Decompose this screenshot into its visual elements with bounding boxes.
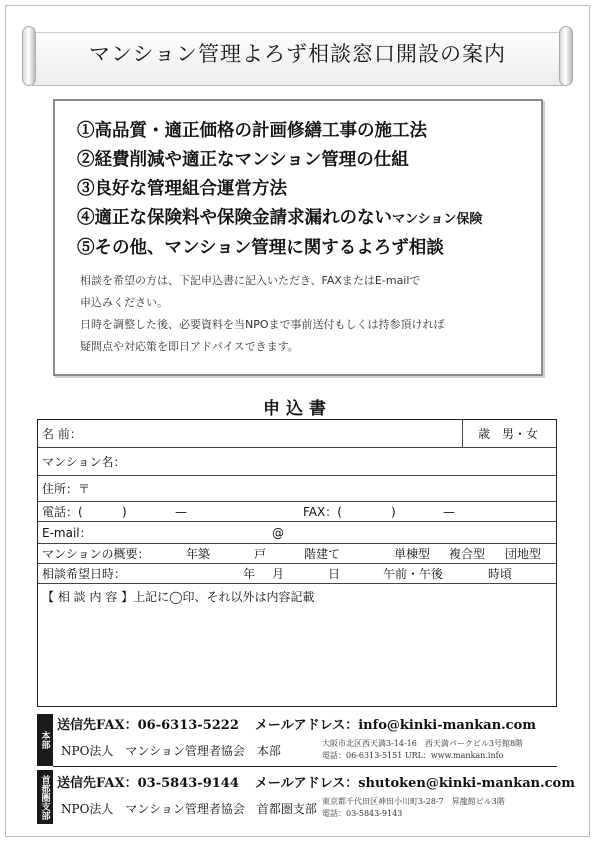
option-single-building[interactable]: 単棟型 xyxy=(394,547,431,561)
mansion-name-field[interactable] xyxy=(138,448,548,475)
instruction-line: 日時を調整した後、必要資料を当NPOまで事前送付もしくは持参頂ければ xyxy=(80,318,445,331)
honbu-address-block xyxy=(322,738,523,762)
service-item: ③良好な管理組合運営方法 xyxy=(77,179,287,199)
email-at: @ xyxy=(272,525,284,540)
phone-dash: — xyxy=(175,504,187,519)
footer-divider-wrap xyxy=(37,766,557,768)
shuto-contact-line xyxy=(57,772,575,791)
content-area[interactable] xyxy=(38,584,556,706)
shuto-org-name: NPO法人 マンション管理者協会 首都圏支部 xyxy=(61,802,317,816)
service-item: ②経費削減や適正なマンション管理の仕組 xyxy=(77,150,409,170)
date-label: 相談希望日時： xyxy=(42,567,127,581)
service-item: ⑤その他、マンション管理に関するよろず相談 xyxy=(77,238,444,258)
age-field[interactable] xyxy=(468,420,490,447)
service-info-box xyxy=(53,99,543,376)
gender-select[interactable]: 男・女 xyxy=(502,427,539,441)
name-row xyxy=(38,420,556,448)
name-label: 名 前： xyxy=(42,427,82,441)
fax-dash: — xyxy=(443,504,455,519)
date-hour[interactable]: 時頃 xyxy=(488,567,513,581)
shuto-address: 東京都千代田区神田小川町3-28-7 昇龍館ビル3階 xyxy=(322,797,505,806)
instruction-line: 相談を希望の方は、下記申込書に記入いただき、FAXまたはE-mailで xyxy=(80,274,421,287)
footer-divider xyxy=(53,766,557,767)
option-estate[interactable]: 団地型 xyxy=(505,547,542,561)
shuto-address-block xyxy=(322,796,505,820)
service-item: ④適正な保険料や保険金請求漏れのないマンション保険 xyxy=(77,208,483,228)
address-label: 住所：〒 xyxy=(42,482,91,496)
mansion-name-label: マンション名： xyxy=(42,455,126,469)
form-title: 申込書 xyxy=(263,399,332,419)
honbu-address: 大阪市北区西天満3-14-16 西天満パークビル3号館8階 xyxy=(322,739,524,748)
service-list xyxy=(77,117,482,263)
honbu-phone-url: 電話：06-6313-5151 URL：www.mankan.info xyxy=(322,751,504,760)
overview-built-year[interactable]: 年築 xyxy=(186,547,211,561)
email-row xyxy=(38,522,556,544)
mansion-name-row xyxy=(38,448,556,476)
shuto-phone: 電話：03-5843-9143 xyxy=(322,809,403,818)
honbu-label: 本部 xyxy=(37,714,53,766)
name-field[interactable] xyxy=(130,420,460,447)
date-day[interactable]: 日 xyxy=(328,567,341,581)
content-label: 【 相 談 内 容 】上記に◯印、それ以外は内容記載 xyxy=(42,590,315,604)
honbu-org-name: NPO法人 マンション管理者協会 本部 xyxy=(61,744,281,758)
age-label: 歳 xyxy=(477,427,490,441)
divider xyxy=(462,420,463,447)
date-ampm[interactable]: 午前・午後 xyxy=(383,567,444,581)
fax-field[interactable] xyxy=(358,502,548,521)
shuto-fax: 送信先FAX：03-5843-9144 xyxy=(57,776,239,791)
service-item: ①高品質・適正価格の計画修繕工事の施工法 xyxy=(77,121,427,141)
date-row xyxy=(38,564,556,584)
email-label: E-mail： xyxy=(42,526,92,540)
overview-floors[interactable]: 階建て xyxy=(304,547,341,561)
phone-label: 電話：( xyxy=(42,505,83,519)
shuto-email[interactable]: メールアドレス：shutoken@kinki-mankan.com xyxy=(254,776,575,791)
phone-fax-row xyxy=(38,502,556,522)
fax-close: ) xyxy=(391,504,396,519)
phone-close: ) xyxy=(122,504,127,519)
page-title: マンション管理よろず相談窓口開設の案内 xyxy=(88,42,507,66)
date-year[interactable]: 年 xyxy=(243,567,256,581)
overview-label: マンションの概要： xyxy=(42,547,150,561)
honbu-fax: 送信先FAX：06-6313-5222 xyxy=(57,718,239,733)
instructions xyxy=(80,270,445,358)
honbu-email[interactable]: メールアドレス：info@kinki-mankan.com xyxy=(254,718,537,733)
address-row xyxy=(38,476,556,502)
overview-units[interactable]: 戸 xyxy=(254,547,267,561)
address-field[interactable] xyxy=(108,476,548,501)
phone-field[interactable] xyxy=(88,502,288,521)
title-banner xyxy=(20,26,575,88)
email-field[interactable] xyxy=(98,522,538,543)
instruction-line: 申込みください。 xyxy=(80,296,168,309)
footer-honbu xyxy=(37,712,557,766)
fax-label: FAX：( xyxy=(303,505,342,519)
application-form xyxy=(37,419,557,707)
overview-row xyxy=(38,544,556,564)
instruction-line: 疑問点や対応策を即日アドバイスできます。 xyxy=(80,340,299,353)
option-complex[interactable]: 複合型 xyxy=(449,547,486,561)
shuto-label: 首都圏支部 xyxy=(37,770,53,824)
footer-shuto xyxy=(37,770,575,826)
date-month[interactable]: 月 xyxy=(272,567,285,581)
honbu-contact-line xyxy=(57,714,536,733)
